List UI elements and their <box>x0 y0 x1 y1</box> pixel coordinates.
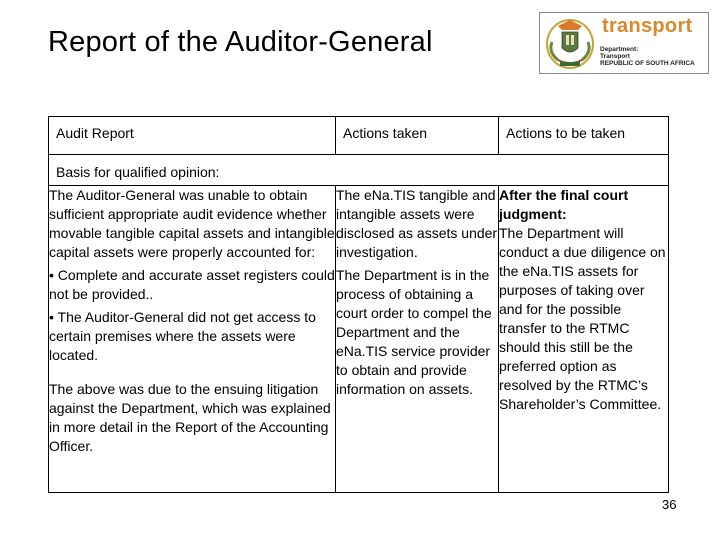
page-title: Report of the Auditor-General <box>48 26 433 58</box>
audit-report-bullet-premises: • The Auditor-General did not get access to certain premises where the assets were located. <box>49 309 316 363</box>
actions-taken-disclosure: The eNa.TIS tangible and intangible assets were disclosed as assets under investigation. <box>336 187 498 260</box>
basis-cell: Basis for qualified opinion: <box>49 155 669 186</box>
actions-to-be-taken-heading: After the final court judgment: <box>499 187 629 222</box>
audit-report-bullet-registers: • Complete and accurate asset registers could not be provided.. <box>49 267 335 302</box>
logo-country-line: REPUBLIC OF SOUTH AFRICA <box>600 60 695 67</box>
logo-department-line: Department: <box>600 46 639 53</box>
actions-to-be-taken-cell <box>499 186 669 493</box>
basis-row <box>49 155 669 186</box>
header-audit-report: Audit Report <box>49 117 336 155</box>
header-actions-to-be-taken: Actions to be taken <box>499 117 669 155</box>
actions-taken-court-order: The Department is in the process of obtaining a court order to compel the Department and the eNa.TIS service provider to obtain and provide information on assets. <box>336 267 492 397</box>
logo-transport-line: Transport <box>600 53 630 60</box>
table-header-row <box>49 117 669 155</box>
audit-table <box>48 116 669 493</box>
logo-brand-text: transport <box>602 15 693 37</box>
audit-report-litigation: The above was due to the ensuing litigation against the Department, which was explained in more detail in the Report of the Accounting Officer. <box>49 381 331 454</box>
audit-report-cell <box>49 186 336 493</box>
department-logo <box>539 12 709 74</box>
coat-of-arms-icon <box>544 16 596 70</box>
actions-taken-cell <box>336 186 499 493</box>
actions-to-be-taken-text: The Department will conduct a due diligence on the eNa.TIS assets for purposes of taking over and for the possible transfer to the RTMC should this still be the preferred option as resolved by the RTMC’s Shareholder’s Committee. <box>499 225 666 412</box>
page-number: 36 <box>662 497 677 512</box>
header-actions-taken: Actions taken <box>336 117 499 155</box>
audit-report-intro: The Auditor-General was unable to obtain sufficient appropriate audit evidence whether movable tangible capital assets and intangible capital assets were properly accounted for: <box>49 187 335 260</box>
table-row <box>49 186 669 493</box>
